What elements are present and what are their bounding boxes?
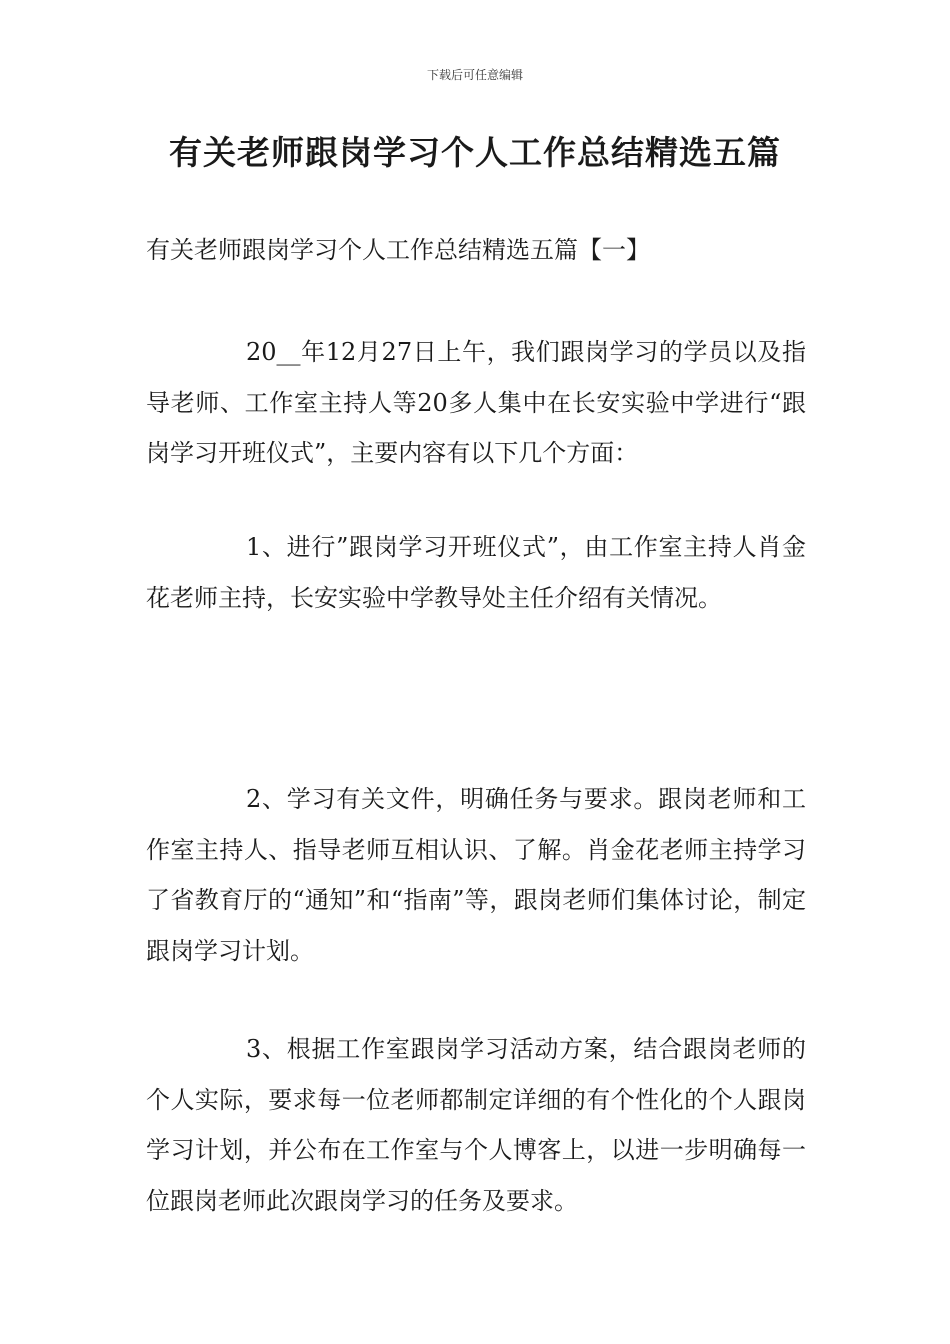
document-title: 有关老师跟岗学习个人工作总结精选五篇: [169, 133, 781, 172]
paragraph-item-3: 3、根据工作室跟岗学习活动方案，结合跟岗老师的个人实际，要求每一位老师都制定详细的有个性化的个人跟岗学习计划，并公布在工作室与个人博客上，以进一步明确每一位跟岗老师此次跟岗学习的任务及要求。: [146, 1035, 806, 1215]
section-heading: 有关老师跟岗学习个人工作总结精选五篇【一】: [146, 236, 650, 264]
paragraph-item-2: 2、学习有关文件，明确任务与要求。跟岗老师和工作室主持人、指导老师互相认识、了解。肖金花老师主持学习了省教育厅的“通知”和“指南”等，跟岗老师们集体讨论，制定跟岗学习计划。: [146, 785, 806, 965]
paragraph-intro: 20__年12月27日上午，我们跟岗学习的学员以及指导老师、工作室主持人等20多人集中在长安实验中学进行“跟岗学习开班仪式”，主要内容有以下几个方面：: [146, 338, 806, 467]
header-note: 下载后可任意编辑: [426, 68, 523, 82]
paragraph-item-1: 1、进行”跟岗学习开班仪式”，由工作室主持人肖金花老师主持，长安实验中学教导处主任介绍有关情况。: [146, 533, 806, 612]
